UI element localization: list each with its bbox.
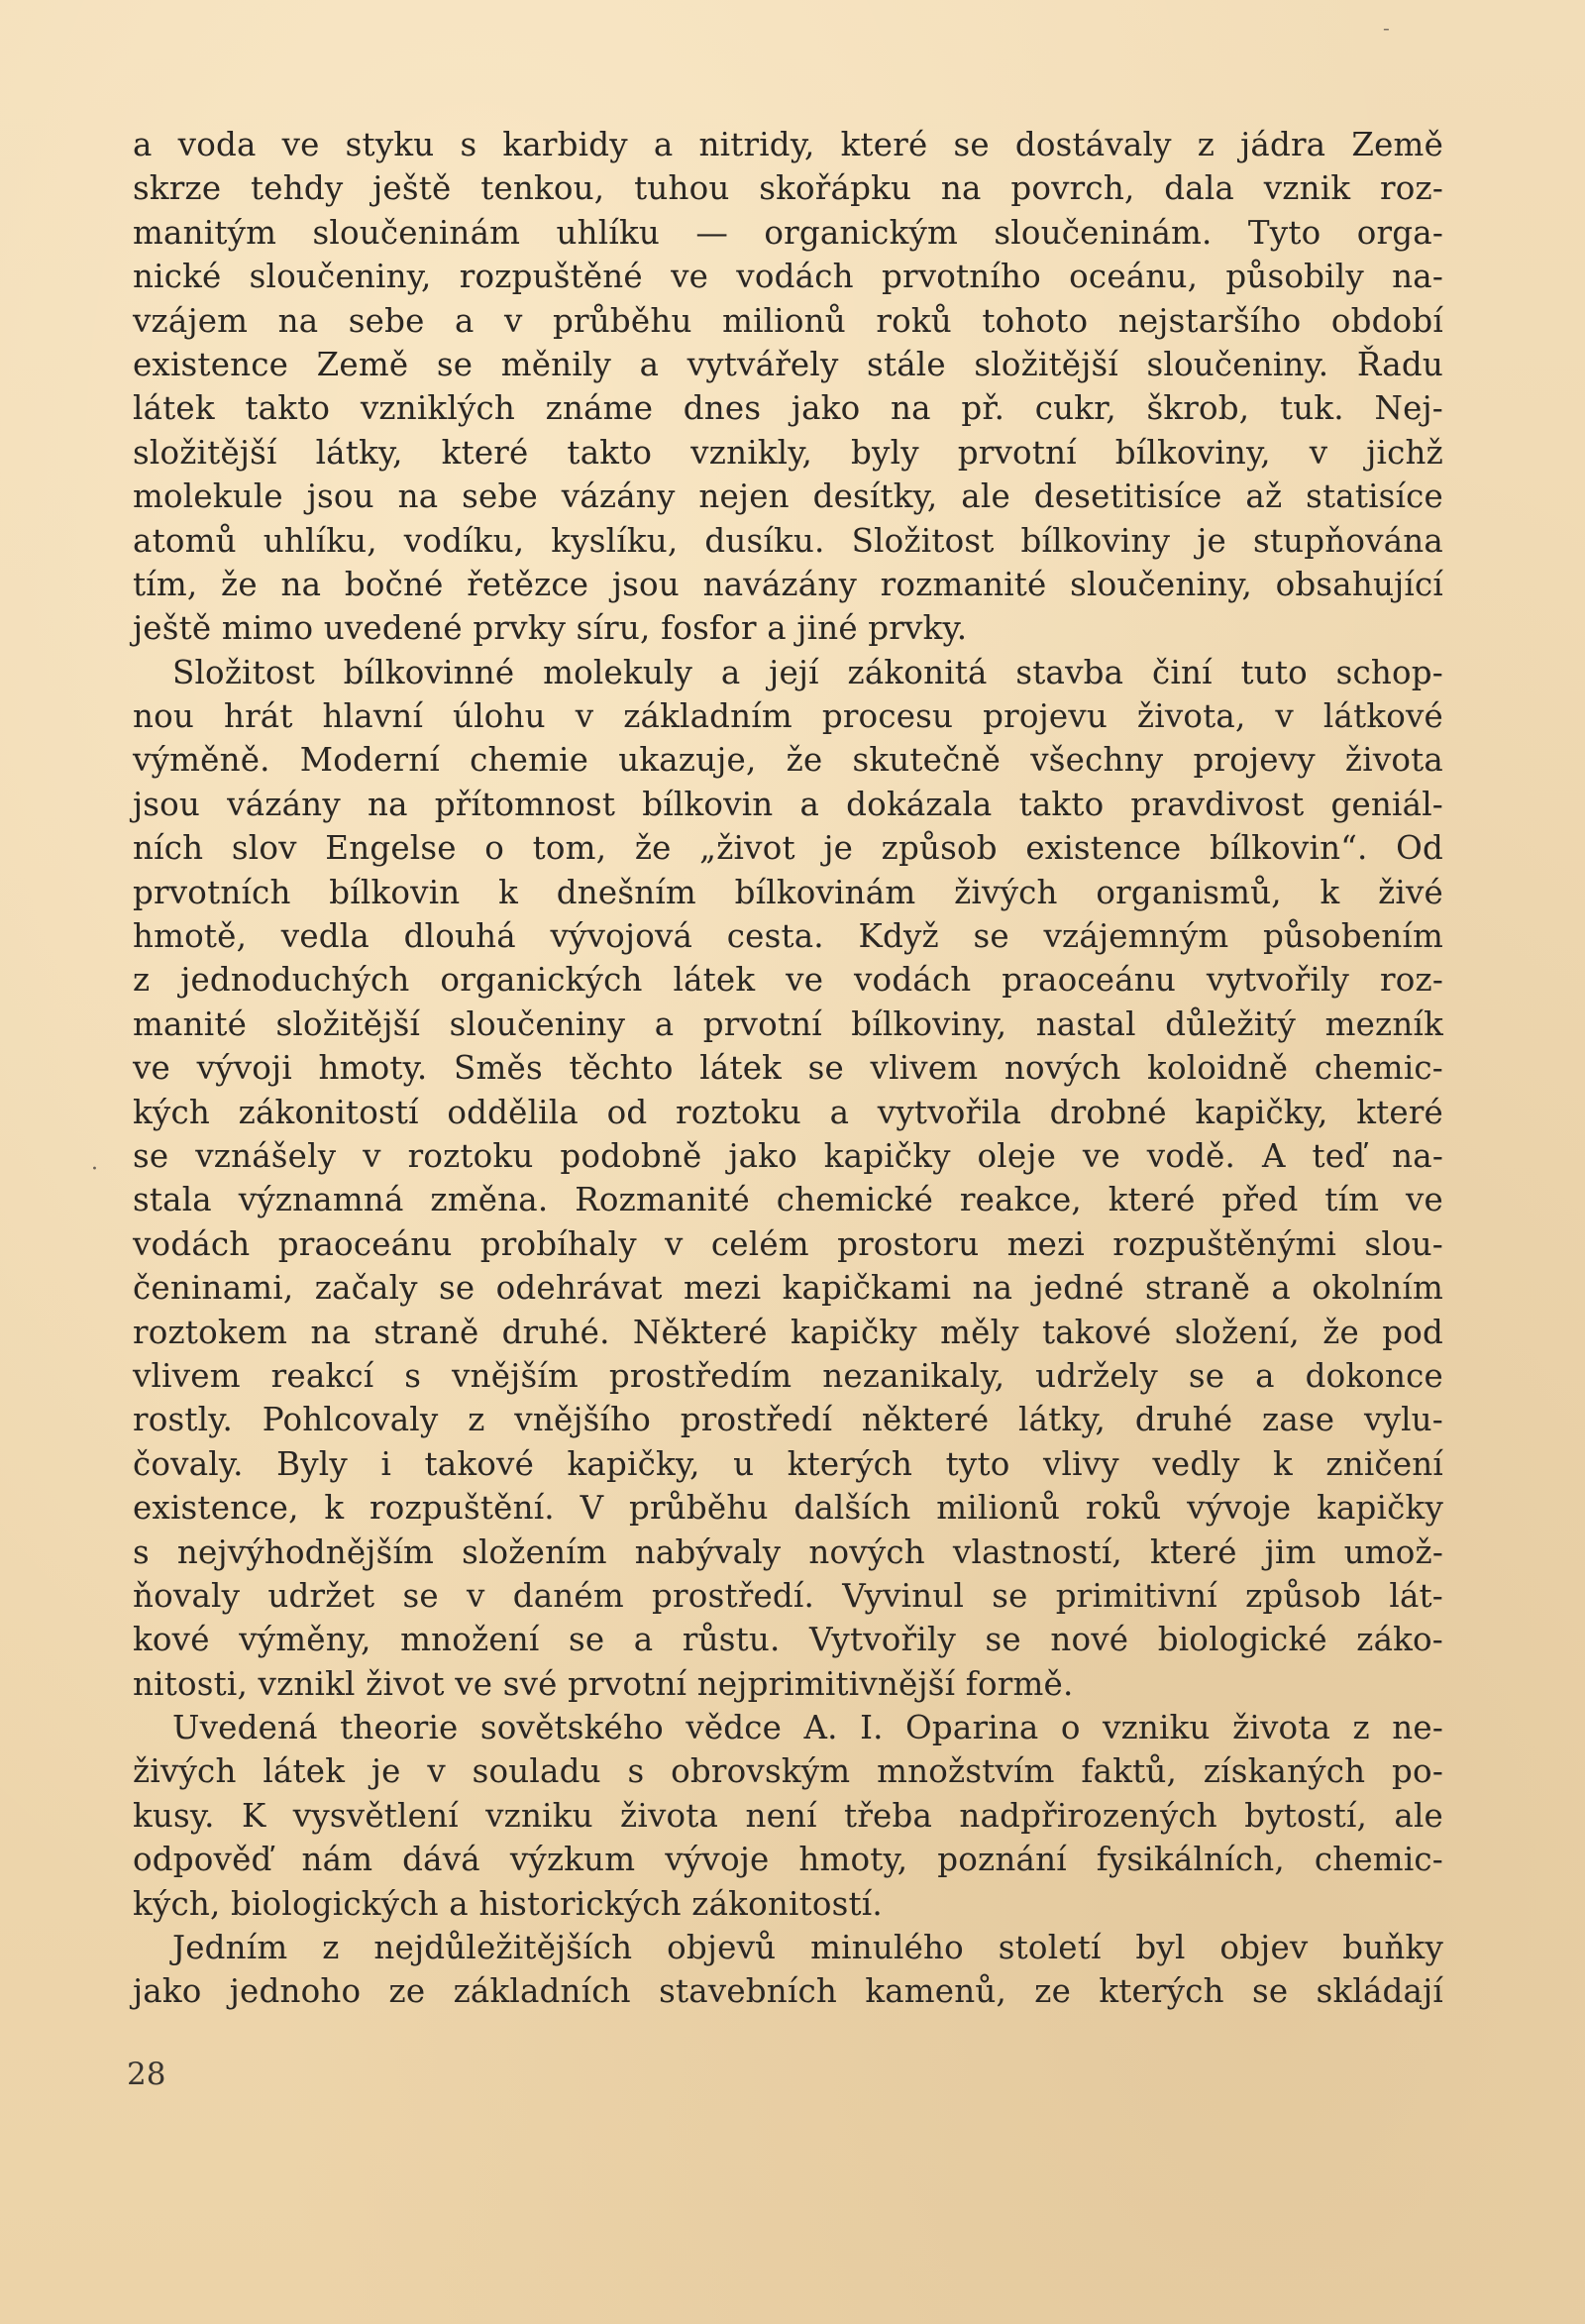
text-line: a voda ve styku s karbidy a nitridy, které se dostávaly z jádra Země	[133, 126, 1443, 163]
text-line: prvotních bílkovin k dnešním bílkovinám živých organismů, k živé	[133, 873, 1443, 911]
text-line: složitější látky, které takto vznikly, byly prvotní bílkoviny, v jichž	[133, 433, 1443, 472]
text-line: tím, že na bočné řetězce jsou navázány rozmanité sloučeniny, obsahující	[133, 565, 1443, 603]
text-line: stala významná změna. Rozmanité chemické reakce, které před tím ve	[133, 1181, 1443, 1219]
text-line: vodách praoceánu probíhaly v celém prostoru mezi rozpuštěnými slou-	[133, 1224, 1443, 1263]
text-line: skrze tehdy ještě tenkou, tuhou skořápku na povrch, dala vznik roz-	[133, 169, 1443, 208]
text-line: manité složitější sloučeniny a prvotní bílkoviny, nastal důležitý mezník	[133, 1004, 1443, 1043]
paragraph	[133, 123, 1443, 651]
text-line: odpověď nám dává výzkum vývoje hmoty, poznání fysikálních, chemic-	[133, 1841, 1443, 1879]
text-line: roztokem na straně druhé. Některé kapičky měly takové složení, že pod	[133, 1313, 1443, 1351]
text-line: vzájem na sebe a v průběhu milionů roků tohoto nejstaršího období	[133, 301, 1443, 340]
text-line: molekule jsou na sebe vázány nejen desítky, ale desetitisíce až statisíce	[133, 477, 1443, 516]
paragraph	[133, 651, 1443, 1706]
text-line: Uvedená theorie sovětského vědce A. I. Oparina o vzniku života z ne-	[172, 1709, 1443, 1747]
text-line: hmotě, vedla dlouhá vývojová cesta. Když se vzájemným působením	[133, 917, 1443, 956]
text-line: Jedním z nejdůležitějších objevů minulého století byl objev buňky	[172, 1929, 1443, 1967]
text-line: kých, biologických a historických zákonitostí.	[133, 1884, 883, 1923]
text-line: atomů uhlíku, vodíku, kyslíku, dusíku. Složitost bílkoviny je stupňována	[133, 521, 1443, 560]
left-margin-dot: ·	[91, 1157, 98, 1182]
text-line: Složitost bílkovinné molekuly a její zákonitá stavba činí tuto schop-	[172, 653, 1443, 691]
text-line: čovaly. Byly i takové kapičky, u kterých tyto vlivy vedly k zničení	[133, 1444, 1443, 1483]
text-line: s nejvýhodnějším složením nabývaly nových vlastností, které jim umož-	[133, 1532, 1443, 1571]
text-line: ještě mimo uvedené prvky síru, fosfor a jiné prvky.	[133, 609, 968, 648]
paragraph	[133, 1926, 1443, 2014]
text-line: manitým sloučeninám uhlíku — organickým sloučeninám. Tyto orga-	[133, 213, 1443, 252]
text-line: nitosti, vznikl život ve své prvotní nejprimitivnější formě.	[133, 1664, 1074, 1703]
text-line: živých látek je v souladu s obrovským množstvím faktů, získaných po-	[133, 1752, 1443, 1791]
text-line: existence, k rozpuštění. V průběhu dalších milionů roků vývoje kapičky	[133, 1489, 1443, 1528]
text-line: nické sloučeniny, rozpuštěné ve vodách prvotního oceánu, působily na-	[133, 258, 1443, 296]
text-line: rostly. Pohlcovaly z vnějšího prostředí některé látky, druhé zase vylu-	[133, 1401, 1443, 1439]
body-text	[133, 123, 1443, 2014]
text-line: ňovaly udržet se v daném prostředí. Vyvinul se primitivní způsob lát-	[133, 1576, 1443, 1615]
text-line: vlivem reakcí s vnějším prostředím nezanikaly, udržely se a dokonce	[133, 1356, 1443, 1395]
text-line: se vznášely v roztoku podobně jako kapičky oleje ve vodě. A teď na-	[133, 1136, 1443, 1175]
text-line: ních slov Engelse o tom, že „život je způsob existence bílkovin“. Od	[133, 829, 1443, 868]
text-line: z jednoduchých organických látek ve vodách praoceánu vytvořily roz-	[133, 961, 1443, 1000]
text-line: existence Země se měnily a vytvářely stále složitější sloučeniny. Řadu	[133, 345, 1443, 383]
text-line: výměně. Moderní chemie ukazuje, že skutečně všechny projevy života	[133, 741, 1443, 780]
text-line: jako jednoho ze základních stavebních kamenů, ze kterých se skládají	[133, 1972, 1443, 2011]
text-line: kové výměny, množení se a růstu. Vytvořily se nové biologické záko-	[133, 1621, 1443, 1659]
text-line: látek takto vzniklých známe dnes jako na př. cukr, škrob, tuk. Nej-	[133, 389, 1443, 428]
text-line: jsou vázány na přítomnost bílkovin a dokázala takto pravdivost geniál-	[133, 785, 1443, 823]
paragraph	[133, 1706, 1443, 1926]
text-line: kých zákonitostí oddělila od roztoku a vytvořila drobné kapičky, které	[133, 1093, 1443, 1131]
top-margin-mark: -	[1383, 16, 1390, 40]
text-line: kusy. K vysvětlení vzniku života není třeba nadpřirozených bytostí, ale	[133, 1796, 1443, 1835]
text-line: nou hrát hlavní úlohu v základním procesu projevu života, v látkové	[133, 697, 1443, 736]
text-line: ve vývoji hmoty. Směs těchto látek se vlivem nových koloidně chemic-	[133, 1049, 1443, 1088]
text-line: čeninami, začaly se odehrávat mezi kapičkami na jedné straně a okolním	[133, 1269, 1443, 1308]
page-number: 28	[127, 2057, 166, 2092]
